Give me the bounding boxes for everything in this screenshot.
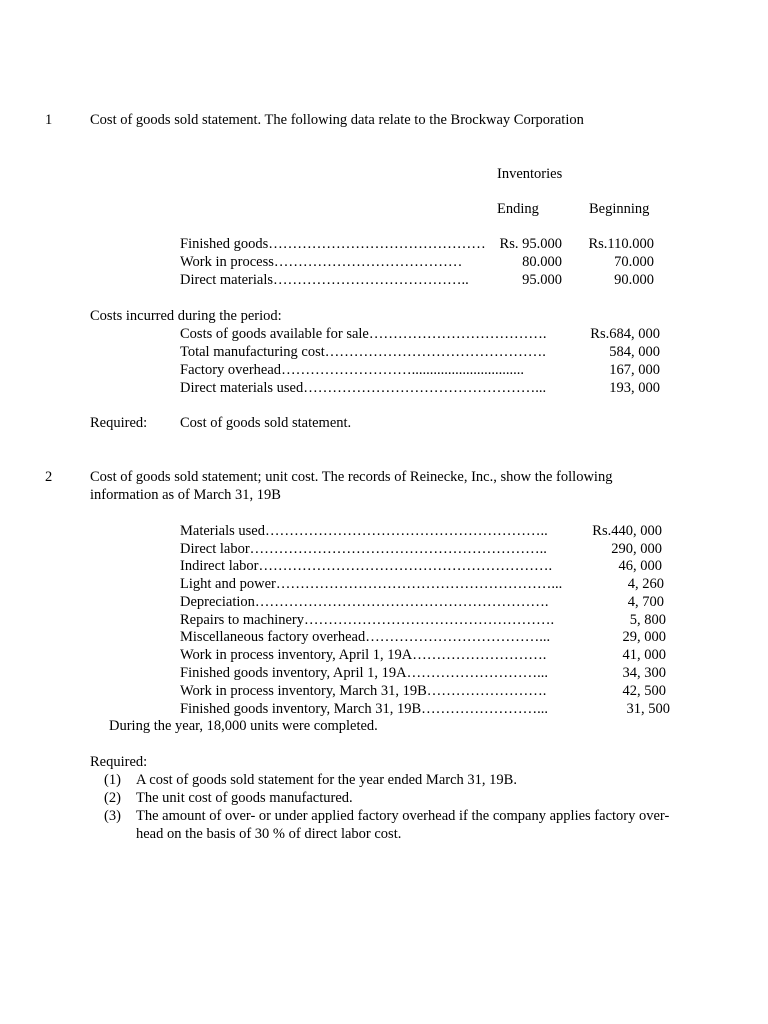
ledger-row-label: Work in process inventory, March 31, 19B……………………. [180, 683, 547, 699]
required-item-number: (2) [104, 790, 121, 806]
ledger-row-label: Finished goods inventory, March 31, 19B……………………... [180, 701, 548, 717]
required-item-text-cont: head on the basis of 30 % of direct labor cost. [136, 826, 402, 842]
cost-row-value: 193, 000 [609, 380, 660, 396]
inventory-row-ending: 95.000 [522, 272, 562, 288]
required-item-text: A cost of goods sold statement for the year ended March 31, 19B. [136, 772, 517, 788]
required-item-text: The unit cost of goods manufactured. [136, 790, 353, 806]
required-item-number: (1) [104, 772, 121, 788]
ledger-row-value: 4, 260 [627, 576, 664, 592]
question-2-number: 2 [45, 469, 53, 485]
costs-incurred-heading: Costs incurred during the period: [90, 308, 282, 324]
ledger-row-label: Repairs to machinery……………………………………………. [180, 612, 555, 628]
ledger-row-value: 42, 500 [622, 683, 666, 699]
col-ending-header: Ending [497, 201, 539, 217]
required-item-text: The amount of over- or under applied factory overhead if the company applies factory over- [136, 808, 670, 824]
ledger-row-value: 290, 000 [611, 541, 662, 557]
cost-row-value: Rs.684, 000 [590, 326, 660, 342]
inventory-row-beginning: Rs.110.000 [588, 236, 654, 252]
required-item-number: (3) [104, 808, 121, 824]
cost-row-value: 584, 000 [609, 344, 660, 360]
cost-row-value: 167, 000 [609, 362, 660, 378]
required-text: Cost of goods sold statement. [180, 415, 352, 431]
ledger-row-label: Direct labor…………………………………………………….. [180, 541, 547, 557]
ledger-row-value: 5, 800 [629, 612, 666, 628]
ledger-row-label: Indirect labor……………………………………………………. [180, 558, 553, 574]
ledger-row-label: Work in process inventory, April 1, 19A………………………. [180, 647, 547, 663]
ledger-row-label: Finished goods inventory, April 1, 19A………………………... [180, 665, 549, 681]
ledger-row-value: 4, 700 [627, 594, 664, 610]
required-label: Required: [90, 754, 148, 770]
inventory-row-beginning: 90.000 [614, 272, 654, 288]
col-beginning-header: Beginning [589, 201, 650, 217]
ledger-row-value: 41, 000 [622, 647, 666, 663]
ledger-row-value: 31, 500 [626, 701, 670, 717]
ledger-row-value: 34, 300 [622, 665, 666, 681]
inventory-row-label: Work in process………………………………… [180, 254, 463, 270]
ledger-row-label: Light and power…………………………………………………... [180, 576, 563, 592]
inventory-row-beginning: 70.000 [614, 254, 654, 270]
ledger-row-value: 29, 000 [622, 629, 666, 645]
ledger-row-label: Miscellaneous factory overhead………………………………... [180, 629, 551, 645]
question-2-title-cont: information as of March 31, 19B [90, 487, 281, 503]
units-completed-note: During the year, 18,000 units were completed. [109, 718, 378, 734]
cost-row-label: Costs of goods available for sale………………………………. [180, 326, 547, 342]
question-1-title: Cost of goods sold statement. The following data relate to the Brockway Corporation [90, 112, 584, 128]
inventory-row-ending: Rs. 95.000 [499, 236, 562, 252]
question-1-number: 1 [45, 112, 53, 128]
inventory-row-label: Direct materials………………………………….. [180, 272, 469, 288]
ledger-row-value: Rs.440, 000 [592, 523, 662, 539]
question-2-title: Cost of goods sold statement; unit cost. The records of Reinecke, Inc., show the following [90, 469, 613, 485]
cost-row-label: Total manufacturing cost………………………………………. [180, 344, 546, 360]
required-label: Required: [90, 415, 148, 431]
ledger-row-value: 46, 000 [618, 558, 662, 574]
ledger-row-label: Materials used………………………………………………….. [180, 523, 548, 539]
inventory-row-label: Finished goods……………………………………… [180, 236, 486, 252]
ledger-row-label: Depreciation……………………………………………………. [180, 594, 549, 610]
inventory-row-ending: 80.000 [522, 254, 562, 270]
cost-row-label: Factory overhead………………………............................... [180, 362, 524, 378]
inventories-header: Inventories [497, 166, 563, 182]
cost-row-label: Direct materials used…………………………………………... [180, 380, 547, 396]
